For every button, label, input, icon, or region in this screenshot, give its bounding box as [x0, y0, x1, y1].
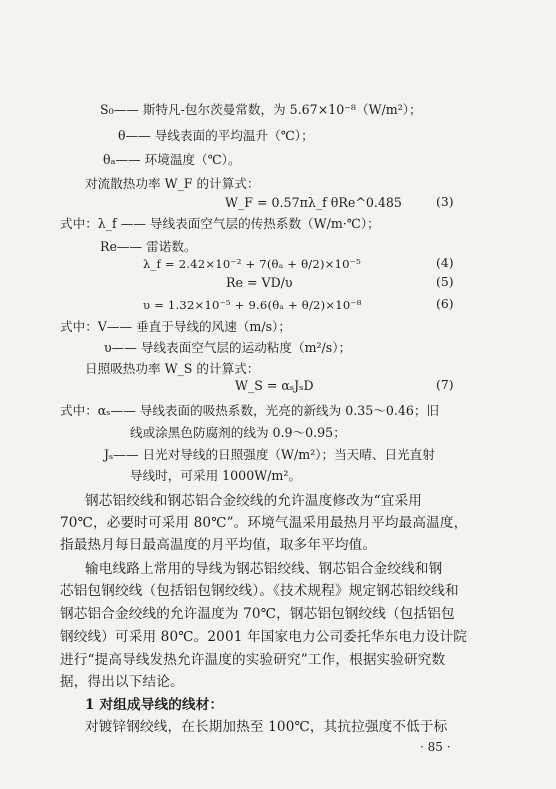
- paragraph-2-line-3: 钢芯铝合金绞线的允许温度为 70℃，钢芯铝包钢绞线（包括铝包: [60, 606, 455, 622]
- paragraph-2-line-6: 据，得出以下结论。: [60, 674, 184, 690]
- paragraph-1-line-1: 钢芯铝绞线和钢芯铝合金绞线的允许温度修改为“宜采用: [85, 493, 422, 509]
- solar-heading: 日照吸热功率 W_S 的计算式：: [85, 361, 260, 376]
- section-heading: 1 对组成导线的线材：: [85, 697, 224, 713]
- where-wind-speed: 式中：V—— 垂直于导线的风速（m/s）；: [60, 319, 291, 334]
- paragraph-1-line-3: 指最热月每日最高温度的月平均值，取多年平均值。: [60, 537, 377, 553]
- convective-heading: 对流散热功率 W_F 的计算式：: [85, 176, 260, 191]
- paragraph-2-line-1: 输电线路上常用的导线为钢芯铝绞线、钢芯铝合金绞线和钢: [85, 561, 443, 577]
- where-absorption-coefficient: 式中：αₛ—— 导线表面的吸热系数，光亮的新线为 0.35～0.46；旧: [60, 403, 440, 418]
- equation-6-number: (6): [436, 296, 454, 311]
- equation-4: λ_f = 2.42×10⁻² + 7(θₐ + θ/2)×10⁻⁵: [143, 257, 361, 271]
- where-absorption-coefficient-cont: 线或涂黑色防腐剂的线为 0.9～0.95；: [130, 425, 346, 440]
- paragraph-2-line-4: 钢绞线）可采用 80℃。2001 年国家电力公司委托华东电力设计院: [60, 629, 467, 645]
- where-solar-intensity-cont: 导线时，可采用 1000W/m²。: [130, 468, 301, 483]
- where-reynolds-number: Re—— 雷诺数。: [100, 239, 197, 254]
- page-number: · 85 ·: [420, 740, 451, 754]
- where-solar-intensity: Jₛ—— 日光对导线的日照强度（W/m²）；当天晴、日光直射: [104, 447, 435, 462]
- definition-stefan-boltzmann: S₀—— 斯特凡-包尔茨曼常数，为 5.67×10⁻⁸（W/m²）；: [100, 102, 422, 117]
- paragraph-3-line-1: 对镀锌钢绞线，在长期加热至 100℃，其抗拉强度不低于标: [85, 719, 448, 735]
- paragraph-2-line-2: 芯铝包钢绞线（包括铝包钢绞线）。《技术规程》规定钢芯铝绞线和: [60, 583, 459, 599]
- equation-3-number: (3): [436, 194, 454, 209]
- paragraph-2-line-5: 进行“提高导线发热允许温度的实验研究”工作，根据实验研究数: [60, 652, 446, 668]
- equation-5-number: (5): [436, 274, 454, 289]
- equation-4-number: (4): [436, 255, 454, 270]
- equation-5: Re = VD/υ: [226, 275, 293, 290]
- equation-7: W_S = αₛJₛD: [235, 378, 314, 393]
- definition-ambient-temperature: θₐ—— 环境温度（℃）。: [103, 152, 241, 167]
- where-heat-transfer-coefficient: 式中：λ_f —— 导线表面空气层的传热系数（W/m·℃）；: [60, 216, 380, 231]
- paragraph-1-line-2: 70℃，必要时可采用 80℃”。环境气温采用最热月平均最高温度，: [60, 515, 468, 531]
- equation-3: W_F = 0.57πλ_f θRe^0.485: [225, 195, 402, 210]
- where-kinematic-viscosity: υ—— 导线表面空气层的运动粘度（m²/s）；: [104, 340, 352, 355]
- equation-7-number: (7): [436, 377, 454, 392]
- equation-6: υ = 1.32×10⁻⁵ + 9.6(θₐ + θ/2)×10⁻⁸: [143, 298, 362, 312]
- definition-temperature-rise: θ—— 导线表面的平均温升（℃）；: [118, 128, 314, 143]
